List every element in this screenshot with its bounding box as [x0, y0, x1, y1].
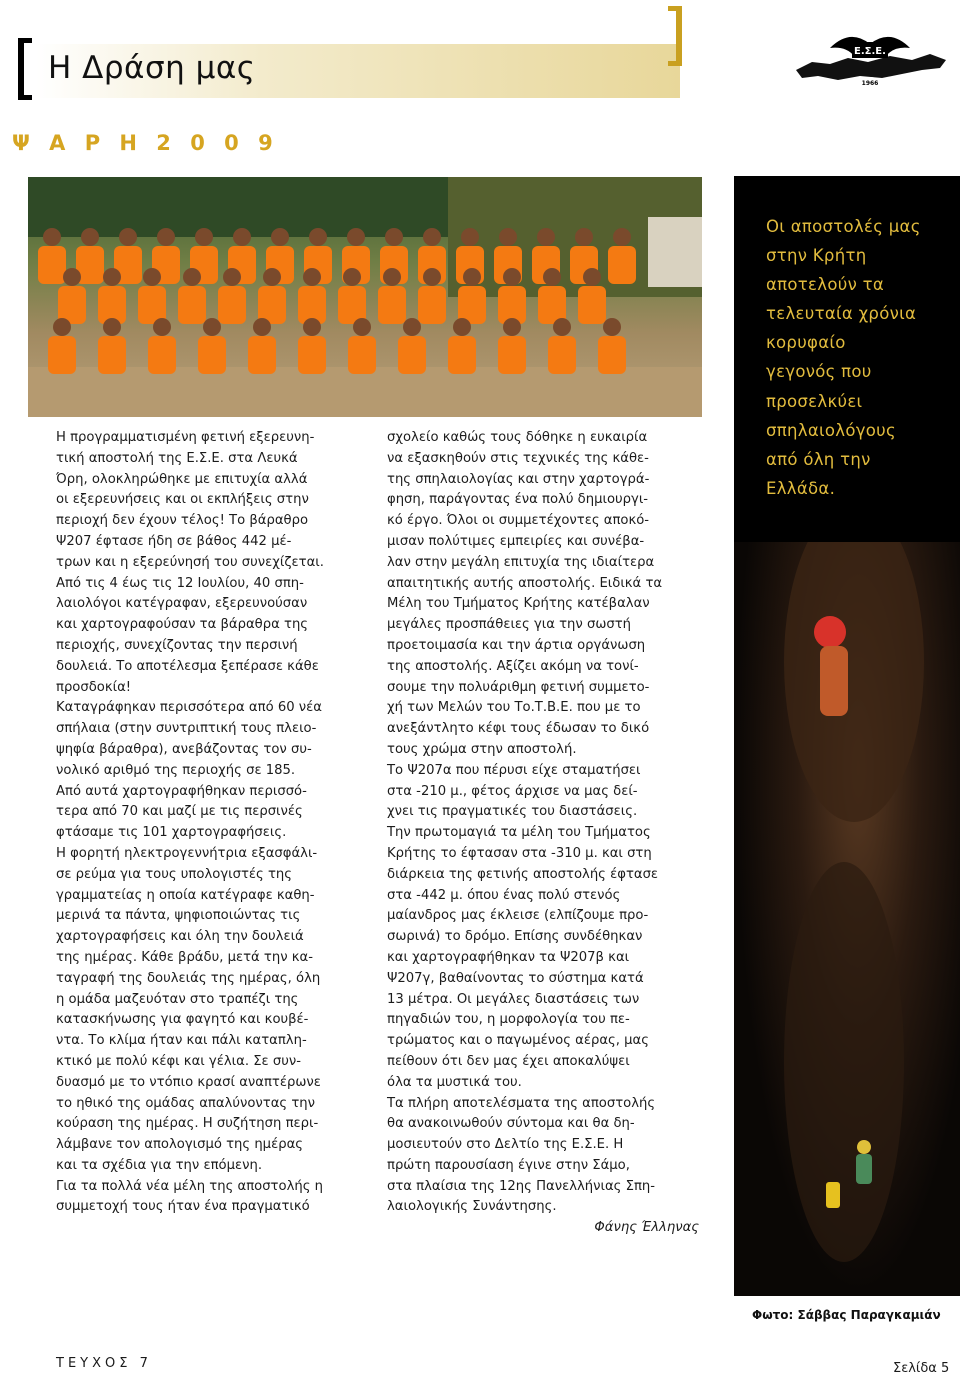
- sidebar-quote: [766, 212, 958, 503]
- issue-number: ΤΕΥΧΟΣ 7: [56, 1356, 152, 1371]
- page-number: Σελίδα 5: [893, 1361, 950, 1376]
- page-title: Η Δράση μας: [48, 50, 256, 86]
- person-head: [223, 268, 241, 286]
- article-column-2: [387, 428, 707, 1239]
- person-body: [298, 336, 326, 374]
- person-head: [347, 228, 365, 246]
- person-head: [423, 268, 441, 286]
- text-line: πρώτη παρουσίαση έγινε στην Σάμο,: [387, 1157, 630, 1173]
- person-body: [198, 336, 226, 374]
- text-line: Η προγραμματισμένη φετινή εξερευνη-: [56, 430, 315, 445]
- text-line: τική αποστολή της Ε.Σ.Ε. στα Λευκά: [56, 450, 298, 466]
- person-head: [263, 268, 281, 286]
- person-body: [48, 336, 76, 374]
- caver-2-body: [856, 1154, 872, 1184]
- person-head: [81, 228, 99, 246]
- text-line: μοσιευτούν στο Δελτίο της Ε.Σ.Ε. Η: [387, 1137, 624, 1153]
- person-body: [178, 286, 206, 324]
- person-head: [553, 318, 571, 336]
- person-head: [383, 268, 401, 286]
- text-line: Μέλη του Τμήματος Κρήτης κατέβαλαν: [387, 596, 650, 612]
- text-line: στα -210 μ., φέτος άρχισε να μας δεί-: [387, 783, 638, 799]
- author-signature: Φάνης Έλληνας: [594, 1220, 699, 1236]
- text-line: ντα. Το κλίμα ήταν και πάλι καταπλη-: [56, 1033, 307, 1049]
- left-bracket: [18, 38, 32, 100]
- text-line: μερινά τα πάντα, ψηφιοποιώντας τις: [56, 908, 301, 924]
- text-line: τρώματος και ο παγωμένος αέρας, μας: [387, 1033, 649, 1049]
- text-line: περιοχή δεν έχουν τέλος! Το βάραθρο: [56, 513, 309, 529]
- person-head: [543, 268, 561, 286]
- text-line: λαιολογικής Συνάντησης.: [387, 1199, 557, 1215]
- text-line: διάρκεια της φετινής αποστολής έφτασε: [387, 866, 659, 882]
- text-line: της ημέρας. Κάθε βράδυ, μετά την κα-: [56, 949, 314, 965]
- person-body: [578, 286, 606, 324]
- person-head: [453, 318, 471, 336]
- text-line: μεγάλες προσπάθειες για την σωστή: [387, 617, 632, 633]
- person-body: [348, 336, 376, 374]
- person-head: [613, 228, 631, 246]
- photo-credit: Φωτο: Σάββας Παραγκαμιάν: [752, 1308, 941, 1322]
- text-line: νολικό αριθμό της περιοχής σε 185.: [56, 762, 296, 778]
- person-head: [537, 228, 555, 246]
- person-head: [499, 228, 517, 246]
- text-line: σχολείο καθώς τους δόθηκε η ευκαιρία: [387, 430, 648, 445]
- text-line: κό έργο. Όλοι οι συμμετέχοντες αποκό-: [387, 513, 650, 529]
- sidebar-line: αποτελούν τα: [766, 275, 885, 295]
- text-line: το ηθικό της ομάδας απαλύνοντας την: [56, 1095, 315, 1111]
- text-line: κούραση της ημέρας. Η συζήτηση περι-: [56, 1116, 319, 1132]
- text-line: και χαρτογραφούσαν τα βάραθρα της: [56, 617, 309, 633]
- person-head: [183, 268, 201, 286]
- logo-year: 1966: [861, 80, 879, 87]
- person-body: [608, 246, 636, 284]
- caver-1-body: [820, 646, 848, 716]
- text-line: Από αυτά χαρτογραφήθηκαν περισσό-: [56, 783, 307, 799]
- person-head: [463, 268, 481, 286]
- text-line: τερα από 70 και μαζί με τις περσινές: [56, 804, 303, 820]
- text-line: σουμε την πολυάριθμη φετινή συμμετο-: [387, 679, 650, 695]
- person-head: [303, 268, 321, 286]
- person-head: [303, 318, 321, 336]
- text-line: δυασμό με το ντόπιο κρασί αναπτέρωνε: [56, 1074, 321, 1090]
- person-body: [148, 336, 176, 374]
- section-title: Ψ Α Ρ Η 2 0 0 9: [12, 131, 279, 155]
- text-line: Από τις 4 έως τις 12 Ιουλίου, 40 σπη-: [56, 575, 304, 591]
- text-line: προετοιμασία και την άρτια οργάνωση: [387, 637, 646, 653]
- yellow-bag: [826, 1182, 840, 1208]
- person-head: [503, 268, 521, 286]
- text-line: ταγραφή της δουλειάς της ημέρας, όλη: [56, 970, 321, 986]
- person-head: [423, 228, 441, 246]
- text-line: Ψ207γ, βαθαίνοντας το σύστημα κατά: [387, 970, 644, 986]
- text-line: φτάσαμε τις 101 χαρτογραφήσεις.: [56, 825, 287, 841]
- person-head: [103, 318, 121, 336]
- person-head: [583, 268, 601, 286]
- text-line: τους χρώμα στην αποστολή.: [387, 741, 577, 757]
- helmet-caver-1: [814, 616, 846, 648]
- person-head: [575, 228, 593, 246]
- text-line: σπήλαια (στην συντριπτική τους πλειο-: [56, 721, 317, 737]
- text-line: Το Ψ207α που πέρυσι είχε σταματήσει: [387, 762, 641, 778]
- text-line: της σπηλαιολογίας και στην χαρτογρά-: [387, 471, 650, 487]
- person-head: [461, 228, 479, 246]
- text-line: και τα σχέδια για την επόμενη.: [56, 1157, 263, 1173]
- right-bracket: [668, 6, 682, 66]
- text-line: όλα τα μυστικά του.: [387, 1074, 522, 1090]
- text-line: απαιτητικής αυτής αποστολής. Ειδικά τα: [387, 575, 663, 591]
- text-line: λαν στην μεγάλη επιτυχία της ιδιαίτερα: [387, 554, 655, 570]
- person-body: [398, 336, 426, 374]
- person-head: [143, 268, 161, 286]
- group-photo-illustration: [28, 177, 702, 417]
- sidebar-line: τελευταία χρόνια: [766, 304, 917, 324]
- text-line: Ψ207 έφτασε ήδη σε βάθος 442 μέ-: [56, 533, 292, 549]
- text-line: Για τα πολλά νέα μέλη της αποστολής η: [56, 1178, 324, 1194]
- sidebar-line: στην Κρήτη: [766, 246, 867, 266]
- person-head: [503, 318, 521, 336]
- text-line: τρων και η εξερεύνησή του συνεχίζεται.: [56, 554, 324, 570]
- text-line: χαρτογραφήσεις και όλη την δουλειά: [56, 929, 304, 945]
- person-head: [103, 268, 121, 286]
- text-line: Καταγράφηκαν περισσότερα από 60 νέα: [56, 700, 322, 716]
- person-body: [448, 336, 476, 374]
- person-head: [153, 318, 171, 336]
- text-line: Τα πλήρη αποτελέσματα της αποστολής: [387, 1095, 656, 1111]
- person-head: [195, 228, 213, 246]
- person-head: [403, 318, 421, 336]
- person-head: [203, 318, 221, 336]
- text-line: προσδοκία!: [56, 679, 132, 695]
- text-line: πηγαδιών του, η μορφολογία του πε-: [387, 1012, 630, 1028]
- sidebar-line: κορυφαίο: [766, 333, 846, 353]
- text-line: οι εξερευνήσεις και οι εκπλήξεις στην: [56, 492, 309, 508]
- person-head: [233, 228, 251, 246]
- text-line: γραμματείας η οποία κατέγραφε καθη-: [56, 887, 315, 903]
- text-line: η ομάδα μαζευόταν στο τραπέζι της: [56, 991, 299, 1007]
- text-line: πείθουν ότι δεν μας έχει αποκαλύψει: [387, 1053, 630, 1069]
- text-line: σε ρεύμα για τους υπολογιστές της: [56, 866, 292, 882]
- text-line: δουλειά. Το αποτέλεσμα ξεπέρασε κάθε: [56, 658, 319, 674]
- text-line: Κρήτης το έφτασαν στα -310 μ. και στη: [387, 845, 652, 861]
- text-line: συμμετοχή τους ήταν ένα πραγματικό: [56, 1199, 310, 1215]
- person-body: [498, 336, 526, 374]
- person-body: [98, 336, 126, 374]
- person-body: [218, 286, 246, 324]
- article-column-1: [56, 428, 371, 1218]
- person-body: [418, 286, 446, 324]
- text-line: περιοχής, συνεχίζοντας την περσινή: [56, 637, 298, 653]
- person-head: [353, 318, 371, 336]
- text-line: στα -442 μ. όπου ένας πολύ στενός: [387, 887, 621, 903]
- person-head: [43, 228, 61, 246]
- ese-bat-logo: [790, 18, 950, 96]
- sidebar-line: γεγονός που: [766, 362, 872, 382]
- person-body: [38, 246, 66, 284]
- group-photo: [28, 177, 702, 417]
- text-line: θα ανακοινωθούν σύντομα και θα δη-: [387, 1116, 635, 1132]
- helmet-caver-2: [857, 1140, 871, 1154]
- logo-letters: Ε.Σ.Ε.: [854, 46, 886, 57]
- person-body: [548, 336, 576, 374]
- person-head: [253, 318, 271, 336]
- text-line: σωρινά) το δρόμο. Επίσης συνδέθηκαν: [387, 929, 643, 945]
- person-head: [603, 318, 621, 336]
- text-line: χνει τις πραγματικές του διαστάσεις.: [387, 804, 638, 820]
- text-line: λαιολόγοι κατέγραφαν, εξερευνούσαν: [56, 596, 308, 612]
- text-line: λάμβανε τον απολογισμό της ημέρας: [56, 1137, 304, 1153]
- text-line: της αποστολής. Αξίζει ακόμη να τονί-: [387, 658, 639, 674]
- person-head: [157, 228, 175, 246]
- person-head: [63, 268, 81, 286]
- person-head: [119, 228, 137, 246]
- text-line: ψηφία βάραθρα), ανεβάζοντας τον συ-: [56, 741, 312, 757]
- person-head: [271, 228, 289, 246]
- person-body: [598, 336, 626, 374]
- text-line: μαίανδρος μας έκλεισε (ελπίζουμε προ-: [387, 908, 649, 924]
- sidebar-line: προσελκύει: [766, 391, 863, 411]
- person-head: [53, 318, 71, 336]
- text-line: στα πλαίσια της 12ης Πανελλήνιας Σπη-: [387, 1178, 655, 1194]
- sidebar-line: Οι αποστολές μας: [766, 217, 921, 236]
- text-line: μισαν πολύτιμες εμπειρίες και συνέβα-: [387, 533, 645, 549]
- text-line: κατασκήνωσης για φαγητό και κουβέ-: [56, 1012, 309, 1028]
- text-line: Την πρωτομαγιά τα μέλη του Τμήματος: [387, 825, 651, 841]
- person-body: [248, 336, 276, 374]
- person-body: [378, 286, 406, 324]
- person-head: [385, 228, 403, 246]
- sidebar-line: σπηλαιολόγους: [766, 420, 897, 440]
- text-line: να εξασκηθούν στις τεχνικές της κάθε-: [387, 450, 649, 466]
- sidebar-line: από όλη την: [766, 449, 871, 469]
- person-head: [343, 268, 361, 286]
- text-line: κτικό με πολύ κέφι και γέλια. Σε συν-: [56, 1053, 301, 1069]
- person-head: [309, 228, 327, 246]
- text-line: 13 μέτρα. Οι μεγάλες διαστάσεις των: [387, 991, 640, 1007]
- text-line: χή των Μελών του Το.Τ.Β.Ε. που με το: [387, 700, 641, 716]
- people-group: [38, 228, 636, 374]
- text-line: Όρη, ολοκληρώθηκε με επιτυχία αλλά: [56, 471, 308, 487]
- text-line: φηση, παράγοντας ένα πολύ δημιουργι-: [387, 492, 649, 508]
- cave-photo: [734, 542, 960, 1296]
- text-line: Η φορητή ηλεκτρογεννήτρια εξασφάλι-: [56, 845, 318, 861]
- sidebar-line: Ελλάδα.: [766, 478, 836, 498]
- cave-photo-illustration: [734, 542, 960, 1296]
- text-line: ανεξάντλητο κέφι τους έδωσαν το δικό: [387, 721, 650, 737]
- text-line: και χαρτογραφήθηκαν τα Ψ207β και: [387, 949, 630, 965]
